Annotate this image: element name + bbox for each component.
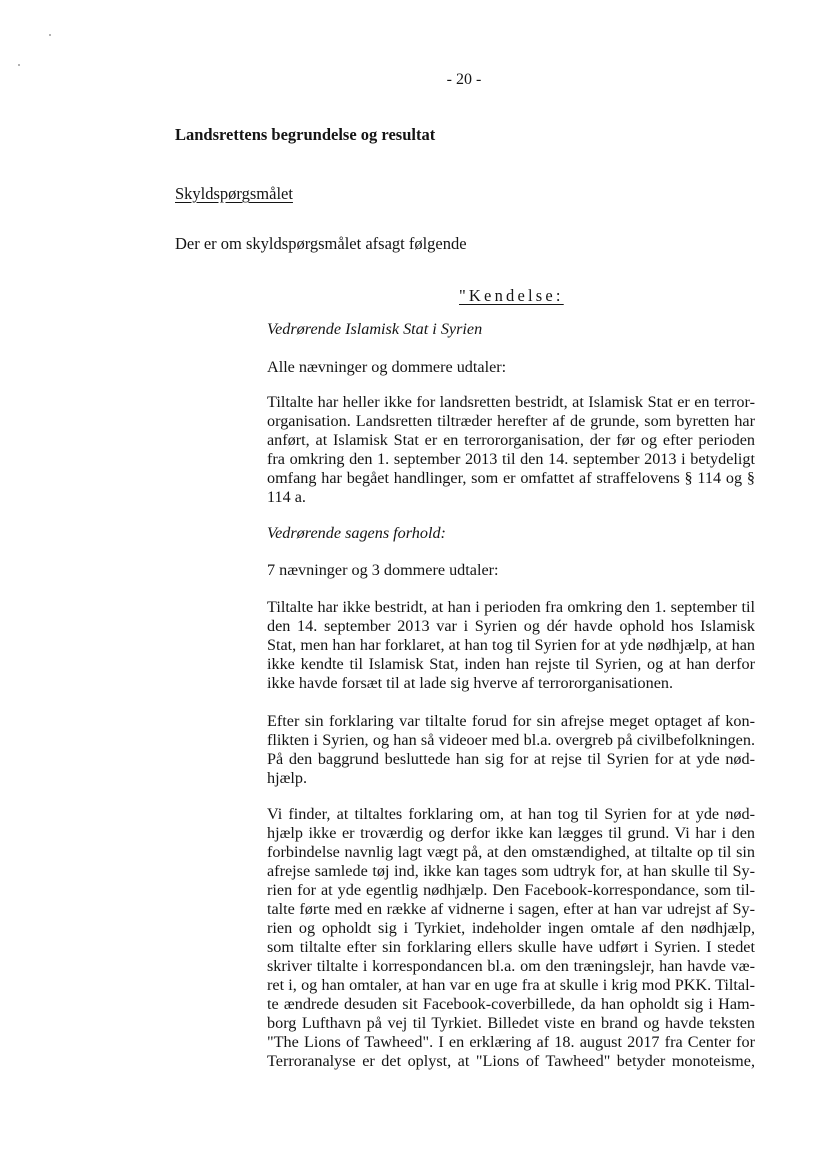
paragraph-line: flikten i Syrien, og han så videoer med bl.a. overgreb på civilbefolkningen. <box>267 731 755 749</box>
paragraph-line: talte førte med en række af vidnerne i sagen, efter at han var udrejst af Sy- <box>267 900 755 918</box>
ruling-title: "Kendelse: <box>459 286 564 305</box>
paragraph-line: te ændrede desuden sit Facebook-coverbillede, da han opholdt sig i Ham- <box>267 995 755 1013</box>
paragraph-line: Vi finder, at tiltaltes forklaring om, at han tog til Syrien for at yde nød- <box>267 805 755 823</box>
paragraph-line: forbindelse navnlig lagt vægt på, at den omstændighed, at tiltalte op til sin <box>267 843 755 861</box>
paragraph-line: afrejse samlede tøj ind, ikke kan tages som udtryk for, at han skulle til Sy- <box>267 862 755 880</box>
paragraph-line: rien for at yde egentlig nødhjælp. Den Facebook-korrespondance, som til- <box>267 881 755 899</box>
paragraph-line: skriver tiltalte i korrespondancen bl.a. om den træningslejr, han havde væ- <box>267 957 755 975</box>
paragraph-line: Terroranalyse er det oplyst, at "Lions of Tawheed" betyder monoteisme, <box>267 1052 755 1070</box>
paragraph-line: omfang har begået handlinger, som er omfattet af straffelovens § 114 og § <box>267 469 755 487</box>
paragraph-line: den 14. september 2013 var i Syrien og dér havde ophold hos Islamisk <box>267 617 755 635</box>
facts-heading: Vedrørende sagens forhold: <box>267 524 446 542</box>
paragraph-line: ikke havde forsæt til at lade sig hverve af terrororganisationen. <box>267 674 674 692</box>
paragraph-line: 114 a. <box>267 488 306 506</box>
paragraph-line: fra omkring den 1. september 2013 til den 14. september 2013 i betydeligt <box>267 450 755 468</box>
facts-paragraph-2 <box>267 712 755 788</box>
paragraph-line: ret i, og han omtaler, at han var en uge fra at skulle i krig mod PKK. Tiltal- <box>267 976 755 994</box>
subsection-heading: Skyldspørgsmålet <box>175 184 293 203</box>
is-judges-statement: Alle nævninger og dommere udtaler: <box>267 358 507 376</box>
paragraph-line: ikke kendte til Islamisk Stat, inden han rejste til Syrien, og at han derfor <box>267 655 755 673</box>
scan-speck <box>49 34 51 36</box>
paragraph-line: Efter sin forklaring var tiltalte forud for sin afrejse meget optaget af kon- <box>267 712 755 730</box>
is-heading: Vedrørende Islamisk Stat i Syrien <box>267 320 483 338</box>
paragraph-line: På den baggrund besluttede han sig for at rejse til Syrien for at yde nød- <box>267 750 755 768</box>
scan-speck <box>18 64 20 66</box>
paragraph-line: Tiltalte har heller ikke for landsretten bestridt, at Islamisk Stat er en terror- <box>267 393 755 411</box>
paragraph-line: borg Lufthavn på vej til Tyrkiet. Billedet viste en brand og havde teksten <box>267 1014 755 1032</box>
paragraph-line: Tiltalte har ikke bestridt, at han i perioden fra omkring den 1. september til <box>267 598 755 616</box>
paragraph-line: rien og opholdt sig i Tyrkiet, indeholder ingen omtale af den nødhjælp, <box>267 919 755 937</box>
paragraph-line: Stat, men han har forklaret, at han tog til Syrien for at yde nødhjælp, at han <box>267 636 755 654</box>
is-paragraph <box>267 393 755 507</box>
paragraph-line: hjælp. <box>267 769 308 787</box>
facts-judges-statement: 7 nævninger og 3 dommere udtaler: <box>267 561 499 579</box>
paragraph-line: hjælp ikke er troværdig og derfor ikke kan lægges til grund. Vi har i den <box>267 824 755 842</box>
facts-paragraph-3 <box>267 805 755 1071</box>
section-heading: Landsrettens begrundelse og resultat <box>175 125 436 144</box>
facts-paragraph-1 <box>267 598 755 693</box>
page-number: - 20 - <box>446 71 482 88</box>
paragraph-line: anført, at Islamisk Stat er en terrororganisation, der før og efter perioden <box>267 431 755 449</box>
paragraph-line: "The Lions of Tawheed". I en erklæring af 18. august 2017 fra Center for <box>267 1033 755 1051</box>
paragraph-line: organisation. Landsretten tiltræder herefter af de grunde, som byretten har <box>267 412 755 430</box>
paragraph-line: som tiltalte efter sin forklaring ellers skulle have udført i Syrien. I stedet <box>267 938 755 956</box>
intro-sentence: Der er om skyldspørgsmålet afsagt følgende <box>175 234 467 253</box>
